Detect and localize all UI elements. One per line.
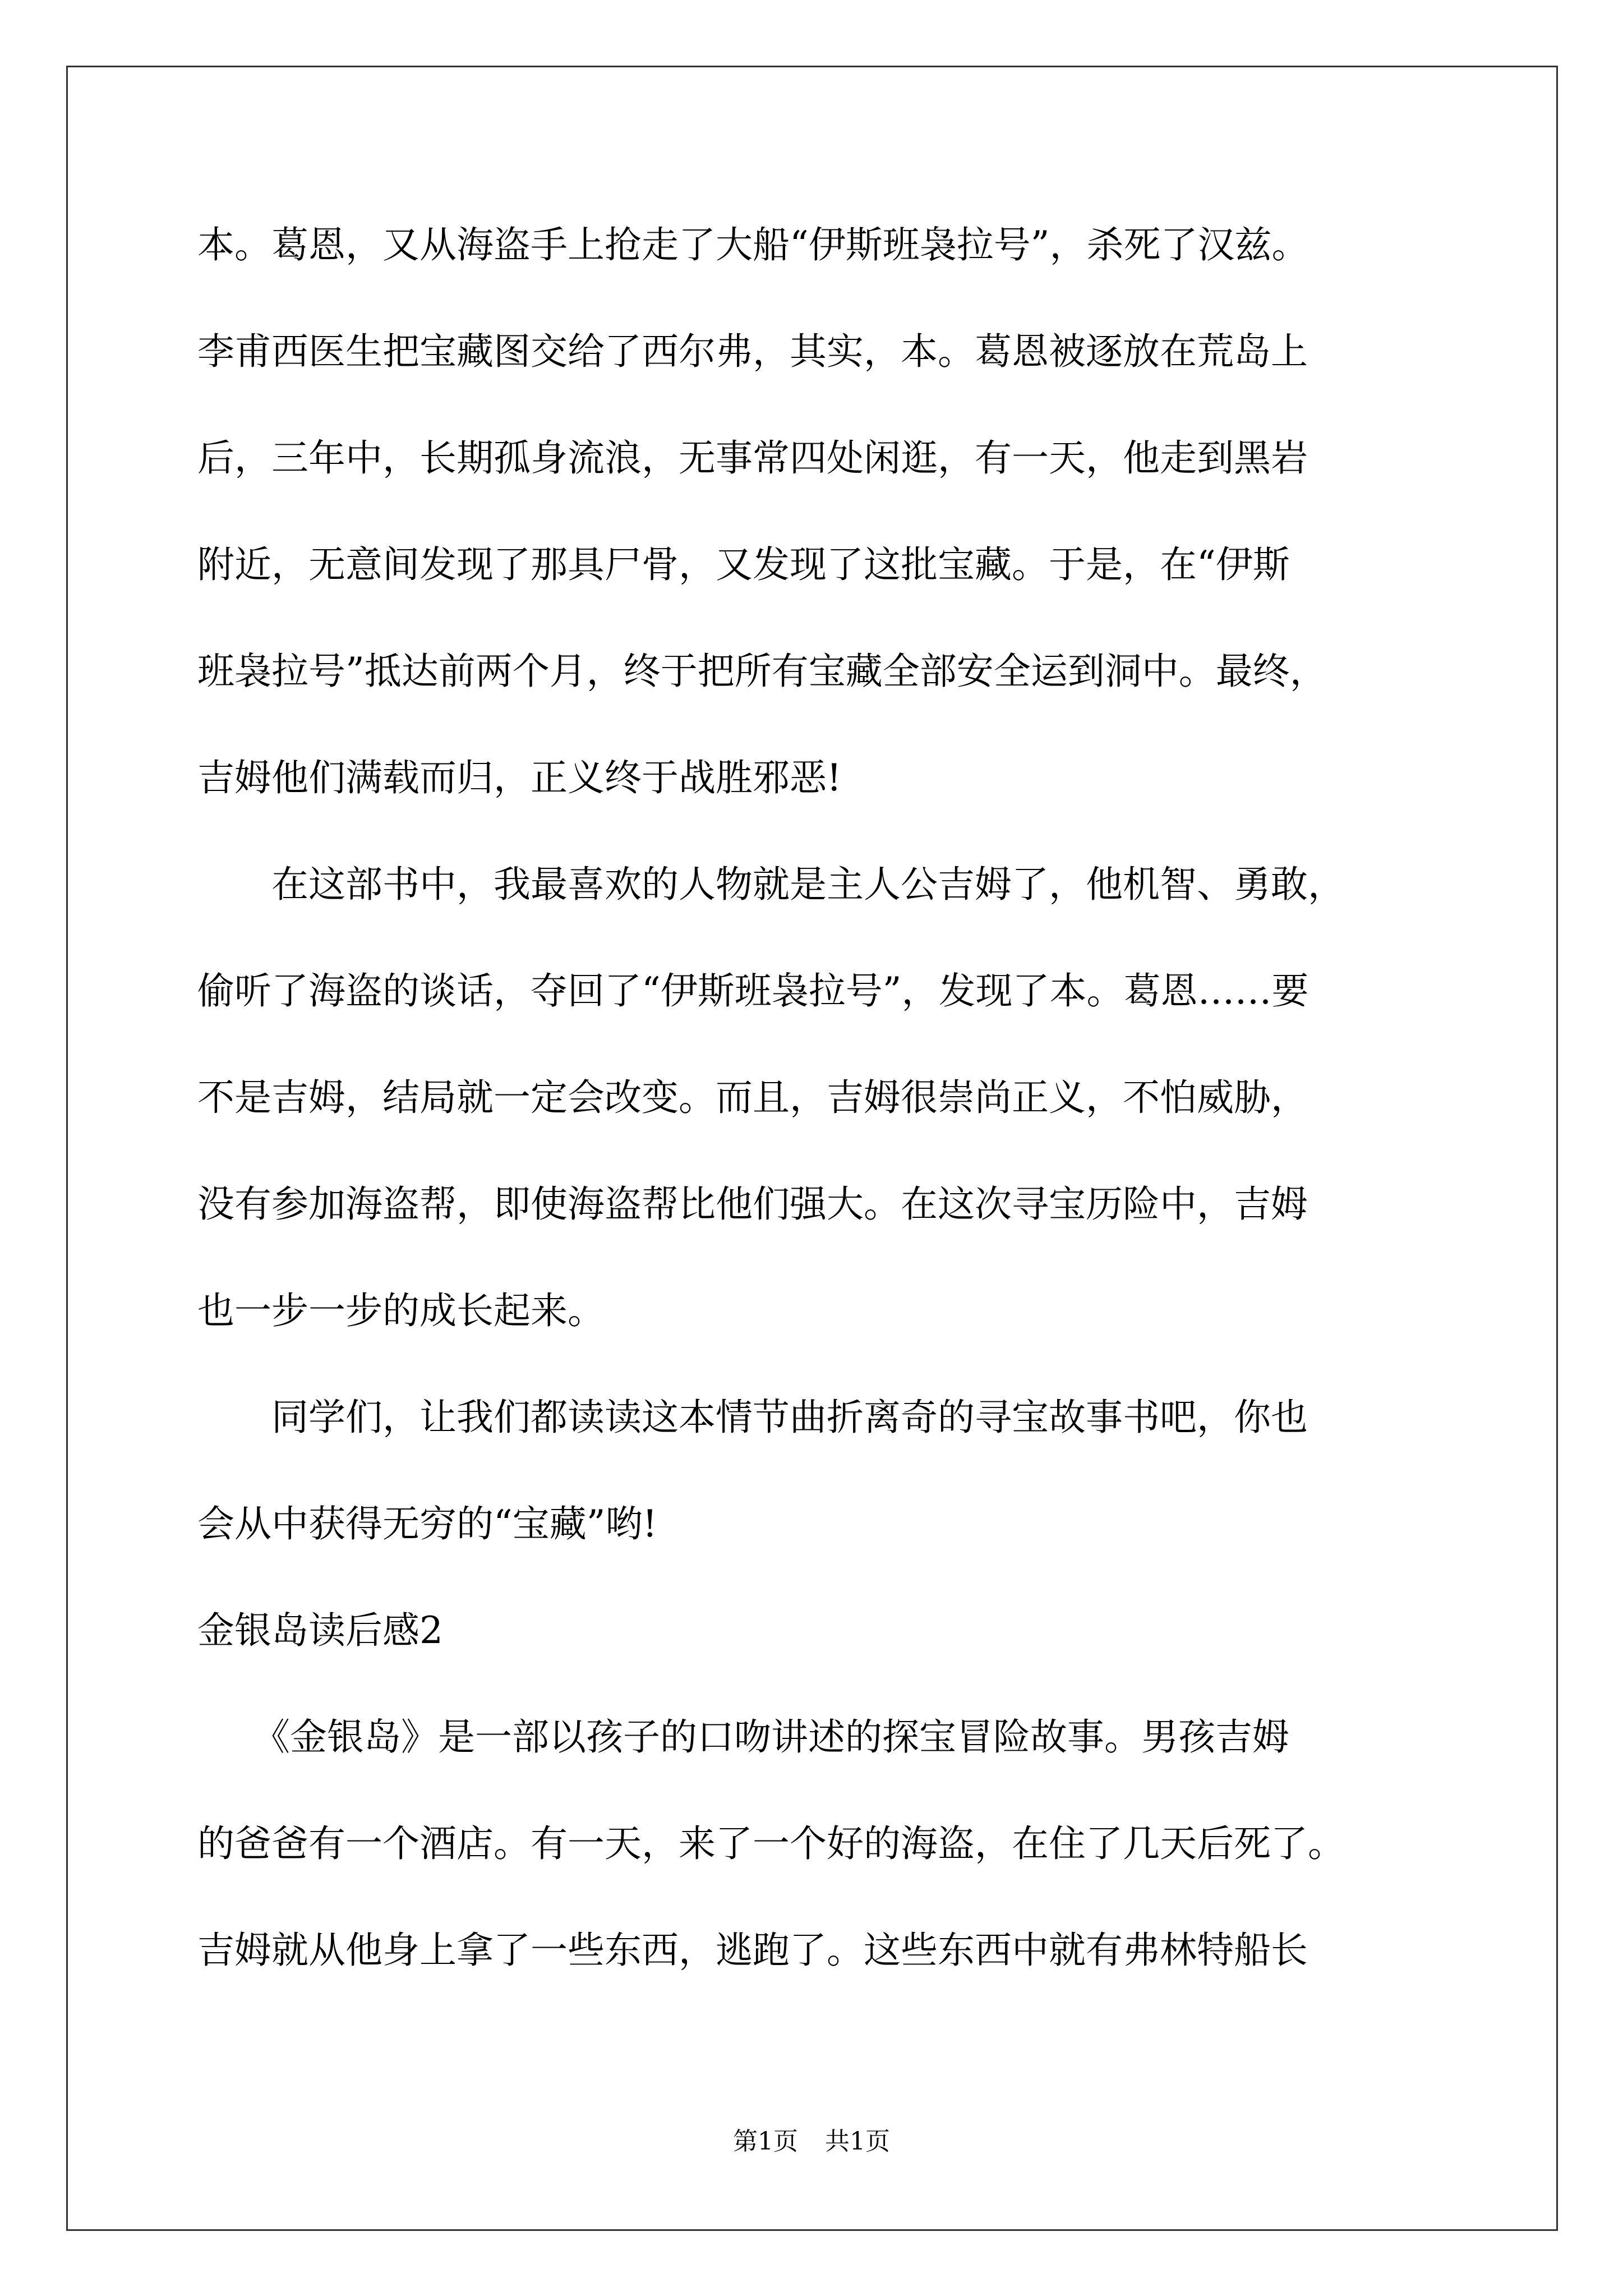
text-line: 在这部书中，我最喜欢的人物就是主人公吉姆了，他机智、勇敢，	[197, 863, 1345, 906]
text-line: 班袅拉号”抵达前两个月，终于把所有宝藏全部安全运到洞中。最终，	[197, 650, 1327, 693]
text-line: 李甫西医生把宝藏图交给了西尔弗，其实，本。葛恩被逐放在荒岛上	[197, 330, 1308, 373]
text-line: 不是吉姆，结局就一定会改变。而且，吉姆很崇尚正义，不怕威胁，	[197, 1076, 1308, 1119]
text-line: 后，三年中，长期孤身流浪，无事常四处闲逛，有一天，他走到黑岩	[197, 436, 1308, 480]
text-line: 吉姆就从他身上拿了一些东西，逃跑了。这些东西中就有弗林特船长	[197, 1929, 1308, 1972]
text-line: 本。葛恩，又从海盗手上抢走了大船“伊斯班袅拉号”，杀死了汉兹。	[197, 223, 1309, 266]
text-line: 也一步一步的成长起来。	[197, 1289, 605, 1332]
text-line: 附近，无意间发现了那具尸骨，又发现了这批宝藏。于是，在“伊斯	[197, 543, 1290, 586]
text-line: 没有参加海盗帮，即使海盗帮比他们强大。在这次寻宝历险中，吉姆	[197, 1182, 1308, 1226]
text-line: 《金银岛》是一部以孩子的口吻讲述的探宝冒险故事。男孩吉姆	[197, 1715, 1289, 1759]
page-border	[66, 66, 1558, 2231]
text-line: 同学们，让我们都读读这本情节曲折离奇的寻宝故事书吧，你也	[197, 1396, 1308, 1439]
page-number: 第1页	[733, 2127, 798, 2156]
text-line: 会从中获得无穷的“宝藏”哟!	[197, 1502, 658, 1545]
text-line: 偷听了海盗的谈话，夺回了“伊斯班袅拉号”，发现了本。葛恩……要	[197, 969, 1309, 1013]
page-total: 共1页	[825, 2127, 890, 2156]
section-heading: 金银岛读后感2	[197, 1609, 443, 1652]
text-line: 的爸爸有一个酒店。有一天，来了一个好的海盗，在住了几天后死了。	[197, 1822, 1345, 1865]
page-footer	[0, 2125, 1623, 2159]
text-line: 吉姆他们满载而归，正义终于战胜邪恶!	[197, 756, 842, 799]
